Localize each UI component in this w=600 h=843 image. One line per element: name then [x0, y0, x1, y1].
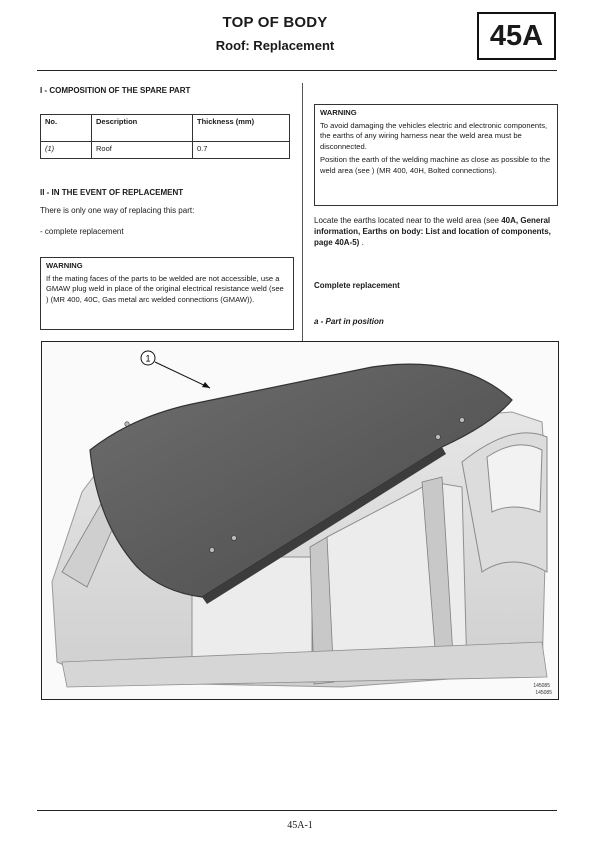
cell-thickness: 0.7 — [193, 142, 290, 159]
cell-no: (1) — [41, 142, 92, 159]
section-composition-title: I - COMPOSITION OF THE SPARE PART — [40, 86, 191, 95]
footer-rule — [37, 810, 557, 811]
roof-figure — [41, 341, 559, 700]
figure-ref: 145085 — [535, 690, 552, 696]
replacement-method: - complete replacement — [40, 227, 124, 236]
complete-replacement-heading: Complete replacement — [314, 281, 400, 290]
locate-earths-text — [314, 215, 560, 248]
figure-ref-small: 145085 — [533, 683, 550, 689]
warning-paragraph-2: Position the earth of the welding machine as close as possible to the weld area (see ) (MR 400, 40H, Bolted connections). — [320, 155, 551, 175]
weld-point — [125, 422, 129, 426]
car-body-illustration — [42, 342, 558, 699]
rear-window-opening — [487, 445, 542, 512]
cell-description: Roof — [92, 142, 193, 159]
warning-text: If the mating faces of the parts to be welded are not accessible, use a GMAW plug weld in place of the original electrical resistance weld (see ) (MR 400, 40C, Gas metal arc welded connections (GMAW)). — [46, 273, 284, 304]
col-header-thickness: Thickness (mm) — [193, 115, 290, 142]
weld-point — [210, 548, 215, 553]
section-replacement-title: II - IN THE EVENT OF REPLACEMENT — [40, 188, 184, 197]
table-row — [41, 142, 290, 159]
locate-text-suffix: . — [359, 238, 364, 247]
page-number: 45A-1 — [287, 820, 313, 831]
page-title: TOP OF BODY — [222, 14, 328, 31]
warning-box-earths — [314, 104, 558, 206]
spare-part-table — [40, 114, 290, 159]
part-in-position-heading: a - Part in position — [314, 317, 384, 326]
page-subtitle: Roof: Replacement — [215, 38, 335, 53]
warning-box-plug-weld — [40, 257, 294, 330]
header-rule — [37, 70, 557, 71]
warning-title: WARNING — [320, 108, 357, 117]
column-divider — [302, 83, 303, 341]
warning-title: WARNING — [46, 261, 83, 270]
replacement-intro: There is only one way of replacing this part: — [40, 206, 195, 215]
weld-point — [232, 536, 237, 541]
table-header-row — [41, 115, 290, 142]
warning-paragraph-1: To avoid damaging the vehicles electric and electronic components, the earths of any wiring harness near the weld area must be disconnected. — [320, 120, 548, 151]
weld-point — [460, 418, 465, 423]
col-header-description: Description — [92, 115, 193, 142]
callout-number: 1 — [145, 353, 151, 364]
callout-leader-line — [155, 362, 210, 388]
locate-text-prefix: Locate the earths located near to the weld area (see — [314, 216, 502, 225]
weld-point — [436, 435, 441, 440]
locate-text-reference: 40A, General information, Earths on body: List and location of components, page 40A-5) — [314, 216, 551, 247]
section-code-badge: 45A — [477, 12, 556, 60]
col-header-no: No. — [41, 115, 92, 142]
